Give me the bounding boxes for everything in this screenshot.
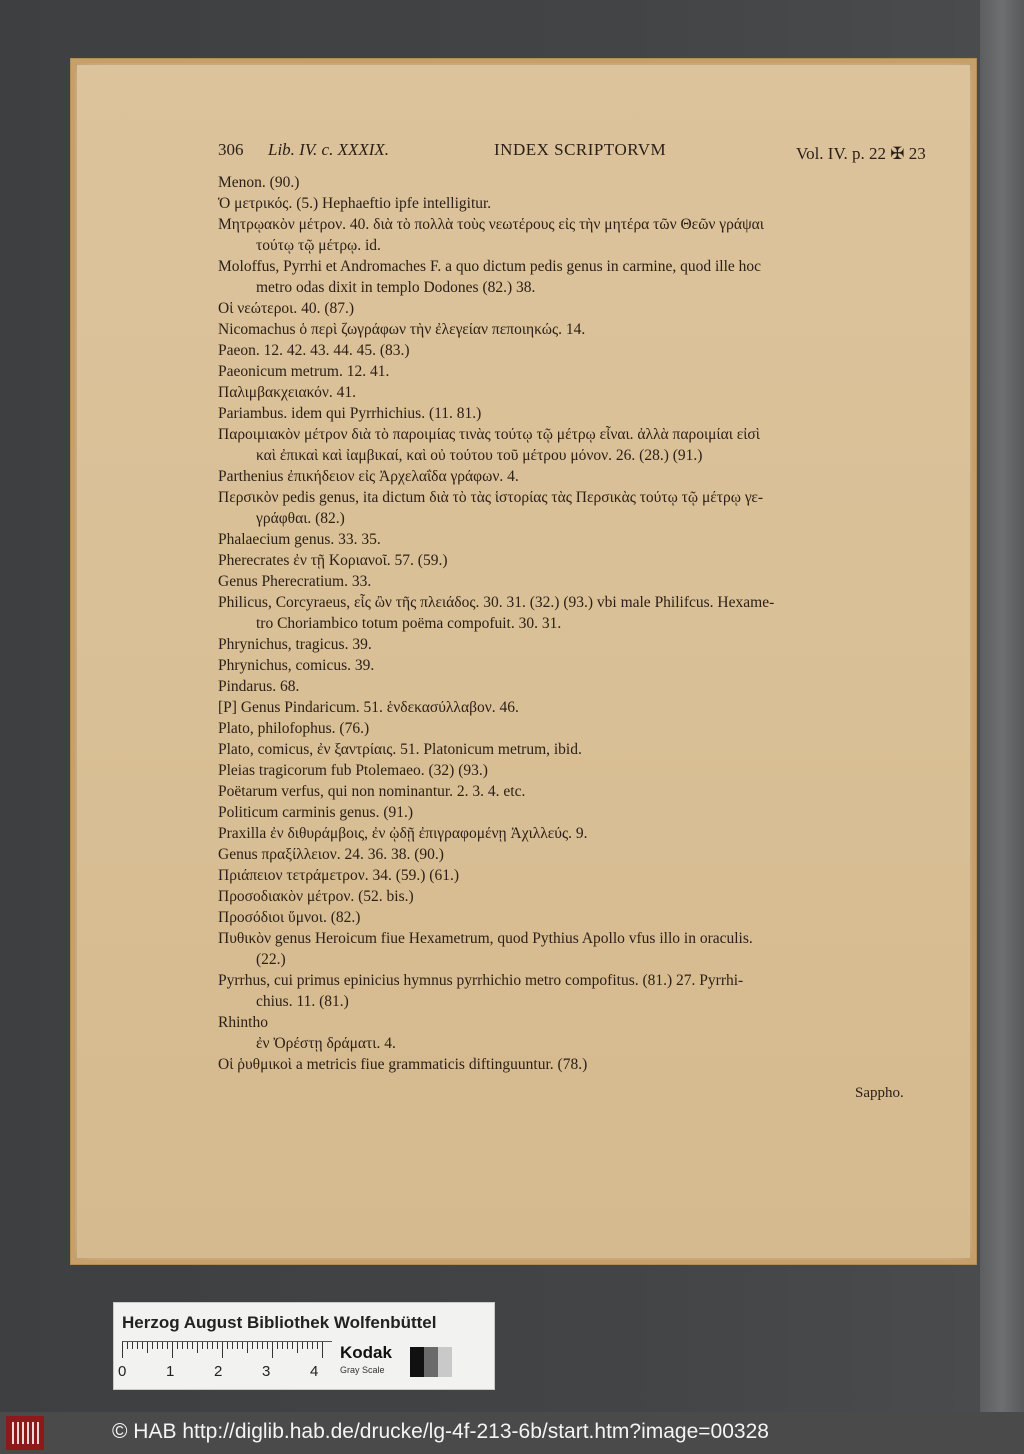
index-entry: Περσικὸν pedis genus, ita dictum διὰ τὸ τὰς ἱστορίας τὰς Περσικὰς τούτῳ τῷ μέτρῳ γε- xyxy=(218,489,764,506)
ruler-tick xyxy=(152,1342,153,1349)
ruler-tick xyxy=(262,1342,263,1349)
ruler-tick xyxy=(167,1342,168,1349)
catchword: Sappho. xyxy=(855,1085,904,1101)
ruler-tick xyxy=(257,1342,258,1349)
index-entry: Genus πραξίλλειον. 24. 36. 38. (90.) xyxy=(218,846,444,863)
gray-scale-label: Gray Scale xyxy=(340,1365,385,1375)
ruler-tick xyxy=(197,1342,198,1353)
ruler-tick xyxy=(247,1342,248,1353)
kodak-logo: Kodak xyxy=(340,1343,392,1362)
ruler-tick xyxy=(312,1342,313,1349)
ruler-tick xyxy=(272,1342,273,1358)
index-entry: Plato, comicus, ἐν ξαντρίαις. 51. Platonicum metrum, ibid. xyxy=(218,741,582,758)
ruler-tick xyxy=(267,1342,268,1349)
gray-swatch-black xyxy=(410,1347,424,1377)
hab-logo-icon xyxy=(6,1416,44,1450)
color-target-card xyxy=(113,1302,495,1390)
ruler-tick xyxy=(232,1342,233,1349)
ruler-tick xyxy=(322,1342,323,1358)
ruler-tick xyxy=(292,1342,293,1349)
ruler-tick xyxy=(142,1342,143,1349)
ruler-tick xyxy=(307,1342,308,1349)
ruler-tick xyxy=(277,1342,278,1349)
ruler-tick xyxy=(217,1342,218,1349)
index-entry-continuation: καὶ ἐπικαὶ καὶ ἰαμβικαί, καὶ οὐ τούτου τοῦ μέτρου μόνον. 26. (28.) (91.) xyxy=(256,447,703,464)
index-entry: Praxilla ἐν διθυράμβοις, ἐν ᾠδῇ ἐπιγραφομένῃ Ἀχιλλεύς. 9. xyxy=(218,825,588,842)
ruler-tick xyxy=(147,1342,148,1353)
index-entry-continuation: tro Choriambico totum poëma compofuit. 30. 31. xyxy=(256,615,562,632)
ruler-tick xyxy=(182,1342,183,1349)
index-entry: Ὁ μετρικός. (5.) Hephaeftio ipfe intelligitur. xyxy=(218,195,492,212)
index-entry: Paeon. 12. 42. 43. 44. 45. (83.) xyxy=(218,342,410,359)
gray-swatch-mid xyxy=(424,1347,438,1377)
index-entry: Moloffus, Pyrrhi et Andromaches F. a quo dictum pedis genus in carmine, quod ille hoc xyxy=(218,258,762,275)
index-entry: Pindarus. 68. xyxy=(218,678,300,695)
index-entry: Πριάπειον τετράμετρον. 34. (59.) (61.) xyxy=(218,867,459,884)
ruler-tick xyxy=(212,1342,213,1349)
index-entry: Paeonicum metrum. 12. 41. xyxy=(218,363,390,380)
index-entry: Phrynichus, comicus. 39. xyxy=(218,657,375,674)
ruler-tick xyxy=(187,1342,188,1349)
index-entry: Pleias tragicorum fub Ptolemaeo. (32) (93.) xyxy=(218,762,488,779)
index-entry: Οἱ νεώτεροι. 40. (87.) xyxy=(218,300,355,317)
ruler-tick xyxy=(122,1342,123,1358)
scale-number: 4 xyxy=(310,1363,319,1380)
index-entry: Προσόδιοι ὕμνοι. (82.) xyxy=(218,909,361,926)
index-entry-continuation: γράφθαι. (82.) xyxy=(256,510,345,527)
ruler-tick xyxy=(137,1342,138,1349)
running-header xyxy=(218,140,930,172)
index-entry: Πυθικὸν genus Heroicum fiue Hexametrum, quod Pythius Apollo vfus illo in oraculis. xyxy=(218,930,753,947)
ruler-tick xyxy=(202,1342,203,1349)
scale-number: 0 xyxy=(118,1363,127,1380)
index-entries xyxy=(218,172,930,1075)
index-entry: Genus Pherecratium. 33. xyxy=(218,573,372,590)
page-content xyxy=(218,140,930,1075)
ruler-tick xyxy=(162,1342,163,1349)
library-name: Herzog August Bibliothek Wolfenbüttel xyxy=(122,1313,437,1332)
ruler-tick xyxy=(282,1342,283,1349)
page-edge xyxy=(980,0,1024,1412)
index-entry: Politicum carminis genus. (91.) xyxy=(218,804,414,821)
index-entry: Pherecrates ἐν τῇ Κοριανοῖ. 57. (59.) xyxy=(218,552,448,569)
ruler-tick xyxy=(172,1342,173,1358)
index-entry: Phrynichus, tragicus. 39. xyxy=(218,636,372,653)
volume-ref: Vol. IV. p. 22 ✠ 23 xyxy=(796,144,926,163)
index-entry: Philicus, Corcyraeus, εἷς ὢν τῆς πλειάδος. 30. 31. (32.) (93.) vbi male Philifcus. Hexame- xyxy=(218,594,775,611)
index-entry-continuation: metro odas dixit in templo Dodones (82.) 38. xyxy=(256,279,536,296)
index-entry: Παροιμιακὸν μέτρον διὰ τὸ παροιμίας τινὰς τούτῳ τῷ μέτρῳ εἶναι. ἀλλὰ παροιμίαι εἰσὶ xyxy=(218,426,760,443)
index-entry: Pariambus. idem qui Pyrrhichius. (11. 81.) xyxy=(218,405,482,422)
ruler-tick xyxy=(127,1342,128,1349)
ruler-tick xyxy=(177,1342,178,1349)
index-entry: [P] Genus Pindaricum. 51. ἑνδεκασύλλαβον. 46. xyxy=(218,699,519,716)
book-chapter-ref: Lib. IV. c. XXXIX. xyxy=(268,140,390,159)
index-entry: Plato, philofophus. (76.) xyxy=(218,720,370,737)
ruler-tick xyxy=(317,1342,318,1349)
index-entry: Pyrrhus, cui primus epinicius hymnus pyrrhichio metro compofitus. (81.) 27. Pyrrhi- xyxy=(218,972,744,989)
copyright-link[interactable]: © HAB http://diglib.hab.de/drucke/lg-4f-213-6b/start.htm?image=00328 xyxy=(112,1420,769,1443)
footer-bar xyxy=(0,1412,1024,1454)
index-entry-continuation: chius. 11. (81.) xyxy=(256,993,349,1010)
index-entry: Poëtarum verfus, qui non nominantur. 2. 3. 4. etc. xyxy=(218,783,526,800)
ruler-tick xyxy=(132,1342,133,1349)
gray-swatch-light xyxy=(438,1347,452,1377)
ruler-tick xyxy=(252,1342,253,1349)
page-title: INDEX SCRIPTORVM xyxy=(494,140,667,159)
index-entry: Menon. (90.) xyxy=(218,174,300,191)
ruler-tick xyxy=(222,1342,223,1358)
scale-ruler xyxy=(122,1341,332,1360)
index-entry-continuation: ἐν Ὀρέστῃ δράματι. 4. xyxy=(256,1035,396,1052)
ruler-tick xyxy=(287,1342,288,1349)
ruler-tick xyxy=(297,1342,298,1353)
ruler-tick xyxy=(227,1342,228,1349)
index-entry: Phalaecium genus. 33. 35. xyxy=(218,531,381,548)
ruler-tick xyxy=(192,1342,193,1349)
ruler-tick xyxy=(242,1342,243,1349)
scale-number: 2 xyxy=(214,1363,223,1380)
ruler-tick xyxy=(237,1342,238,1349)
index-entry: Παλιμβακχειακόν. 41. xyxy=(218,384,356,401)
index-entry: Προσοδιακὸν μέτρον. (52. bis.) xyxy=(218,888,414,905)
index-entry: Nicomachus ὁ περὶ ζωγράφων τὴν ἐλεγείαν πεποιηκώς. 14. xyxy=(218,321,586,338)
ruler-tick xyxy=(302,1342,303,1349)
index-entry: Οἱ ῥυθμικοὶ a metricis fiue grammaticis diftinguuntur. (78.) xyxy=(218,1056,588,1073)
ruler-tick xyxy=(157,1342,158,1349)
index-entry: Μητρῳακὸν μέτρον. 40. διὰ τὸ πολλὰ τοὺς νεωτέρους εἰς τὴν μητέρα τῶν Θεῶν γράψαι xyxy=(218,216,764,233)
scale-number: 3 xyxy=(262,1363,271,1380)
index-entry: Rhintho xyxy=(218,1014,268,1031)
ruler-tick xyxy=(207,1342,208,1349)
index-entry-continuation: τούτῳ τῷ μέτρῳ. id. xyxy=(256,237,381,254)
index-entry-continuation: (22.) xyxy=(256,951,286,968)
page-number: 306 xyxy=(218,140,244,159)
index-entry: Parthenius ἐπικήδειον εἰς Ἀρχελαΐδα γράφων. 4. xyxy=(218,468,519,485)
scale-number: 1 xyxy=(166,1363,175,1380)
